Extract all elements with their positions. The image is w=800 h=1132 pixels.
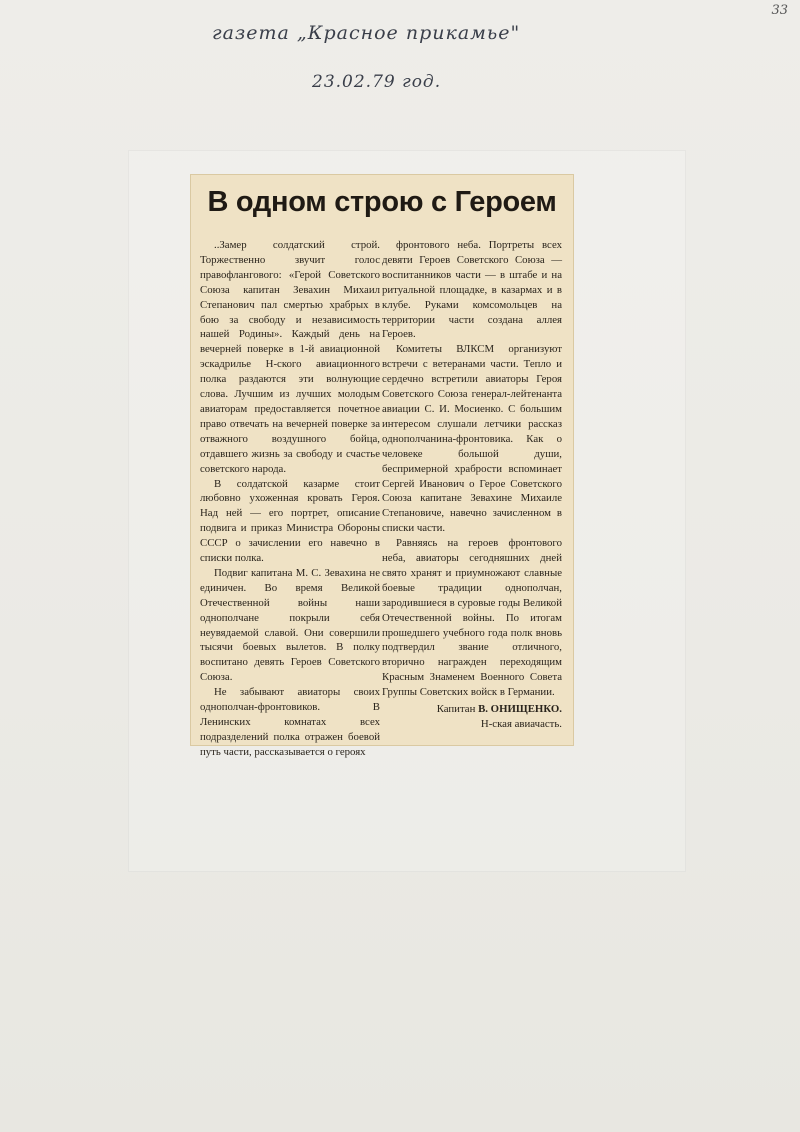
handwritten-newspaper-name: газета „Красное прикамье" <box>212 22 521 44</box>
article-right-column <box>382 238 562 732</box>
page-number: 33 <box>771 3 788 18</box>
author-name: В. ОНИЩЕНКО. <box>478 703 562 716</box>
article-paragraph: Подвиг капитана М. С. Зевахина не единичен. Во время Великой Отечественной войны наши однополчане покрыли себя неувядаемой славой. Они совершили тысячи боевых вылетов. В полку воспитано девять Героев Советского Союза. <box>200 566 380 684</box>
article-paragraph: Не забывают авиаторы своих однополчан-фронтовиков. В Ленинских комнатах всех подразделений полка отражен боевой путь части, рассказывается о героях <box>200 686 380 758</box>
article-paragraph: В солдатской казарме стоит любовно ухоженная кровать Героя. Над ней — его портрет, описание подвига и приказ Министра Обороны СССР о зачислении его навечно в списки полка. <box>200 477 380 565</box>
author-rank: Капитан <box>436 703 476 716</box>
article-paragraph: Комитеты ВЛКСМ организуют встречи с ветеранами части. Тепло и сердечно встретили авиаторы Героя Советского Союза генерал-лейтенанта авиации С. И. Мосиенко. С большим интересом слушали летчики рассказ однополчанина-фронтовика. Как о человеке большой души, беспримерной храбрости вспоминает Сергей Иванович о Герое Советского Союза капитане Зевахине Михаиле Степановиче, навечно зачисленном в списки части. <box>382 343 562 535</box>
author-unit: Н-ская авиачасть. <box>480 718 562 730</box>
newspaper-clipping <box>190 174 574 758</box>
author-signature <box>382 702 562 717</box>
article-paragraph: ..Замер солдатский строй. Торжественно звучит голос правофлангового: «Герой Советского Союза капитан Зевахин Михаил Степанович пал смертью храбрых в бою за свободу и независимость нашей Родины». Каждый день на вечерней поверке в 1-й авиационной эскадрилье Н-ского авиационного полка раздаются эти волнующие слова. Лучшим из лучших молодым авиаторам предоставляется почетное право отвечать на вечерней поверке за отважного воздушного бойца, отдавшего жизнь за свободу и счастье советского народа. <box>200 239 380 475</box>
article-title: В одном строю с Героем <box>207 186 557 218</box>
article-left-column <box>200 238 380 760</box>
handwritten-date: 23.02.79 год. <box>312 72 442 92</box>
article-paragraph: фронтового неба. Портреты всех девяти Героев Советского Союза — воспитанников части — в штабе и на ритуальной площадке, в казармах и в клубе. Руками комсомольцев на территории части создана аллея Героев. <box>382 239 562 341</box>
article-paragraph: Равняясь на героев фронтового неба, авиаторы сегодняшних дней свято хранят и приумножают славные боевые традиции однополчан, зародившиеся в суровые годы Великой Отечественной войны. По итогам прошедшего учебного года полк вновь подтвердил звание отличного, вторично награжден переходящим Красным Знаменем Военного Совета Группы Советских войск в Германии. <box>382 537 562 699</box>
